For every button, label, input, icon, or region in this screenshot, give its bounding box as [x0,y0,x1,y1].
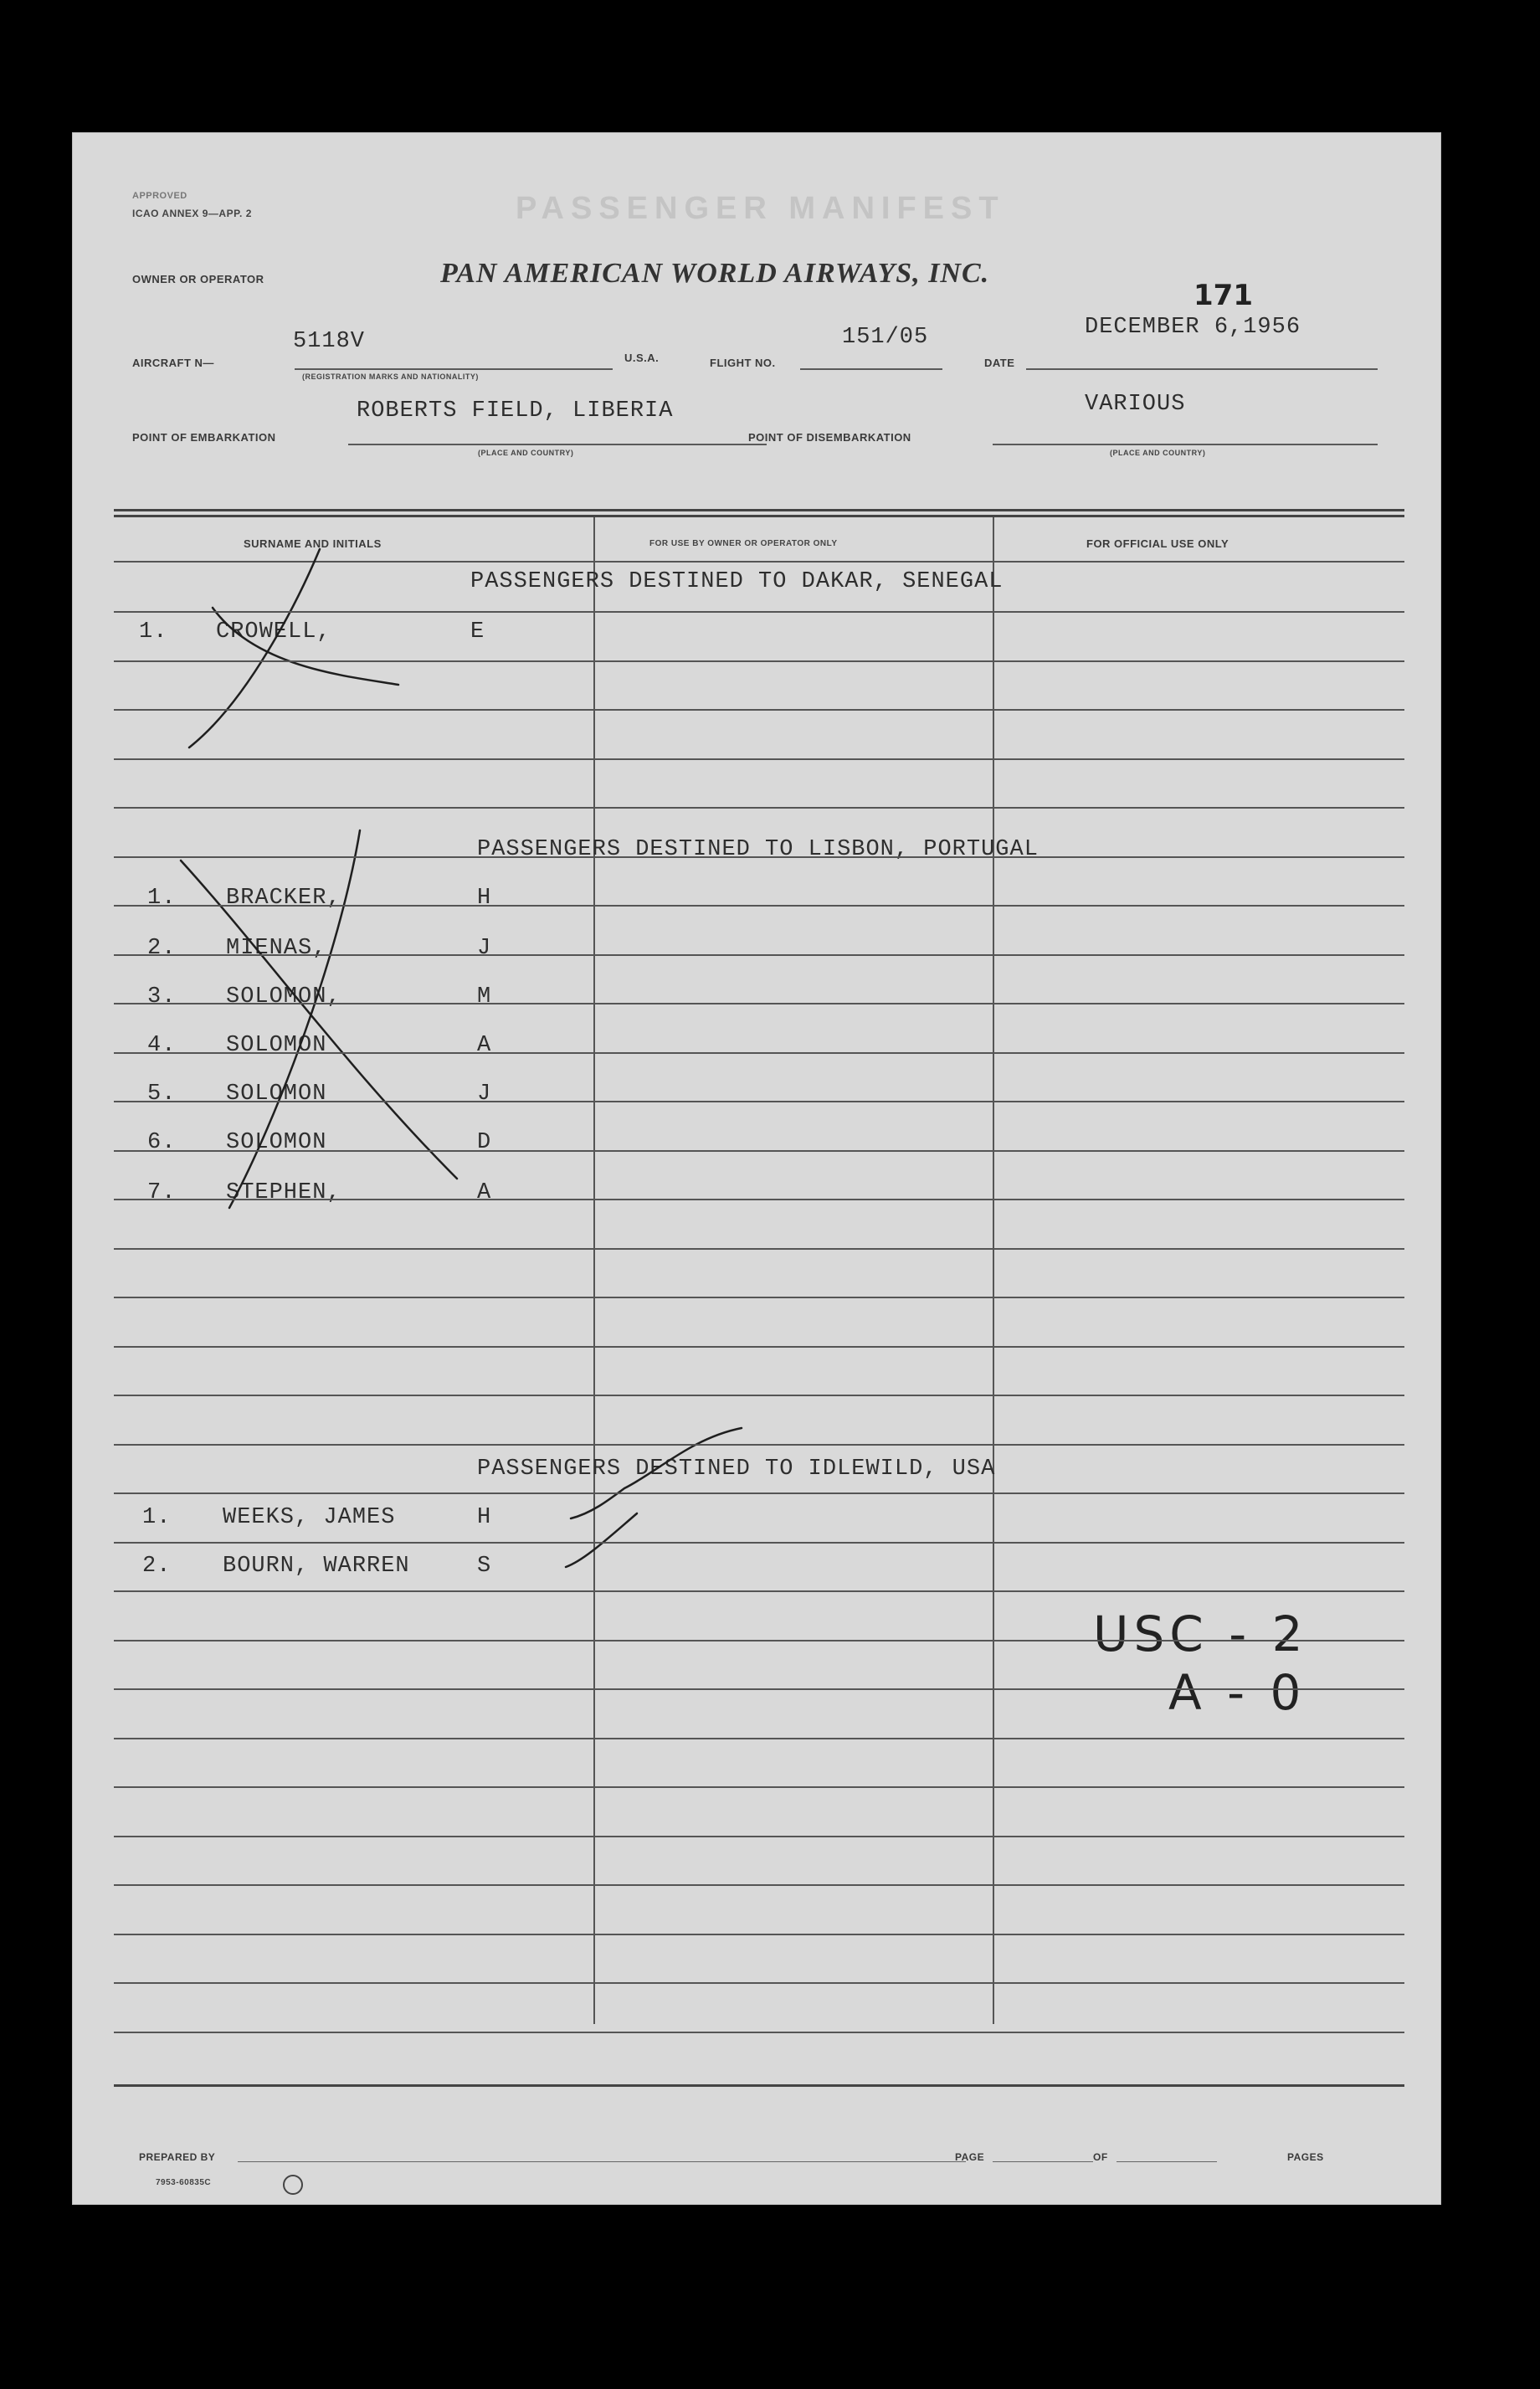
embarkation-value: ROBERTS FIELD, LIBERIA [357,398,674,424]
section-heading-idlewild: PASSENGERS DESTINED TO IDLEWILD, USA [477,1457,996,1482]
checkmark-icon [566,1513,637,1567]
ruled-line [114,1003,1404,1004]
passenger-initial: A [477,1033,492,1058]
ruled-line [114,856,1404,858]
page-stamp: 171 [1194,279,1253,312]
form-number: 7953-60835C [156,2178,212,2187]
embarkation-caption: (PLACE AND COUNTRY) [478,449,574,457]
passenger-initial: M [477,984,492,1010]
passenger-number: 1. [142,1505,172,1530]
passenger-initial: H [477,886,492,911]
passenger-number: 3. [147,984,177,1010]
passenger-initial: E [470,619,485,645]
passenger-number: 5. [147,1081,177,1107]
passenger-name: BOURN, WARREN [223,1554,410,1579]
ruled-line [114,1248,1404,1250]
ruled-line [114,1934,1404,1935]
col-official-use-header: FOR OFFICIAL USE ONLY [1086,537,1229,550]
disembarkation-value: VARIOUS [1085,392,1186,417]
ruled-line [114,954,1404,956]
ruled-line [114,807,1404,809]
handwritten-note-line2: A - 0 [1168,1664,1306,1721]
passenger-initial: J [477,936,492,961]
passenger-name: WEEKS, JAMES [223,1505,396,1530]
ruled-line [114,1640,1404,1641]
ruled-line [114,1688,1404,1690]
prepared-by-label: PREPARED BY [139,2151,216,2163]
col-owner-use-header: FOR USE BY OWNER OR OPERATOR ONLY [649,539,838,548]
ruled-line [114,1884,1404,1886]
passenger-initial: J [477,1081,492,1107]
passenger-number: 6. [147,1130,177,1155]
strike-line [181,861,457,1179]
owner-label: OWNER OR OPERATOR [132,273,264,285]
operator-name: PAN AMERICAN WORLD AIRWAYS, INC. [440,258,990,289]
ruled-line [114,1542,1404,1544]
passenger-name: STEPHEN, [226,1180,341,1205]
ruled-line [114,1150,1404,1152]
ruled-line [114,1786,1404,1788]
form-title: PASSENGER MANIFEST [516,191,1005,226]
passenger-number: 2. [147,936,177,961]
approved-text: APPROVED [132,191,187,201]
aircraft-label: AIRCRAFT N— [132,357,214,369]
date-label: DATE [984,357,1015,369]
passenger-number: 2. [142,1554,172,1579]
passenger-number: 1. [147,886,177,911]
passenger-number: 7. [147,1180,177,1205]
flight-number: 151/05 [842,325,929,350]
ruled-line [114,611,1404,613]
col-surname-header: SURNAME AND INITIALS [244,537,382,550]
passenger-number: 1. [139,619,168,645]
passenger-initial: H [477,1505,492,1530]
pages-label: PAGES [1287,2151,1324,2163]
ruled-line [114,1101,1404,1102]
handwritten-note-line1: USC - 2 [1093,1606,1308,1662]
flight-date: DECEMBER 6,1956 [1085,315,1301,340]
printer-seal-icon [283,2175,303,2195]
disembarkation-label: POINT OF DISEMBARKATION [748,431,911,444]
passenger-name: BRACKER, [226,886,341,911]
disembarkation-caption: (PLACE AND COUNTRY) [1110,449,1206,457]
ruled-line [114,1395,1404,1396]
section-heading-dakar: PASSENGERS DESTINED TO DAKAR, SENEGAL [470,569,1004,594]
manifest-sheet [72,132,1441,2205]
passenger-number: 4. [147,1033,177,1058]
ruled-line [114,758,1404,760]
aircraft-number: 5118V [293,329,366,354]
usa-label: U.S.A. [624,352,660,364]
ruled-line [114,1590,1404,1592]
passenger-initial: S [477,1554,492,1579]
passenger-name: SOLOMON, [226,984,341,1010]
icao-annex-text: ICAO ANNEX 9—APP. 2 [132,208,252,219]
ruled-line [114,905,1404,907]
pen-marks [72,132,1441,2205]
passenger-name: SOLOMON [226,1130,327,1155]
strike-line [189,549,320,748]
passenger-name: SOLOMON [226,1081,327,1107]
passenger-initial: A [477,1180,492,1205]
ruled-line [114,1052,1404,1054]
registration-caption: (REGISTRATION MARKS AND NATIONALITY) [302,372,479,381]
ruled-line [114,1836,1404,1837]
ruled-line [114,709,1404,711]
page-label: PAGE [955,2151,985,2163]
ruled-line [114,660,1404,662]
ruled-line [114,1738,1404,1739]
passenger-name: SOLOMON [226,1033,327,1058]
embarkation-label: POINT OF EMBARKATION [132,431,276,444]
ruled-line [114,2032,1404,2033]
strike-line [213,608,398,685]
flight-label: FLIGHT NO. [710,357,776,369]
ruled-line [114,1346,1404,1348]
section-heading-lisbon: PASSENGERS DESTINED TO LISBON, PORTUGAL [477,837,1039,862]
passenger-name: CROWELL, [216,619,331,645]
ruled-line [114,1297,1404,1298]
passenger-name: MIENAS, [226,936,327,961]
passenger-initial: D [477,1130,492,1155]
ruled-line [114,1444,1404,1446]
ruled-line [114,1199,1404,1200]
ruled-line [114,1492,1404,1494]
ruled-line [114,1982,1404,1984]
checkmark-icon [571,1428,742,1518]
of-label: OF [1093,2151,1108,2163]
